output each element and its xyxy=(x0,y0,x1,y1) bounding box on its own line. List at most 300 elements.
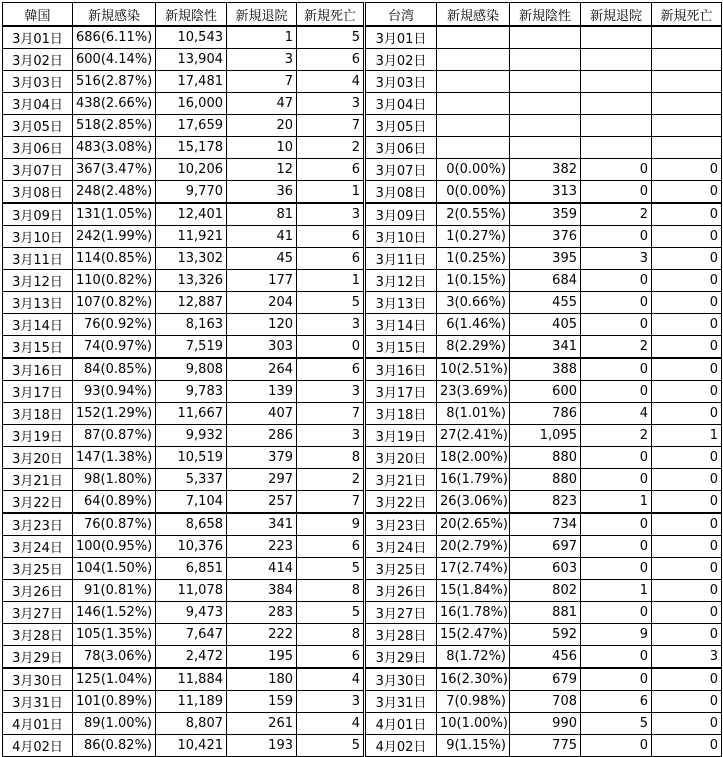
korea-cases-cell: 242(1.99%) xyxy=(73,226,156,248)
header-taiwan-negative: 新規陰性 xyxy=(510,3,581,27)
taiwan-deaths-cell: 0 xyxy=(652,447,722,469)
taiwan-negative-cell xyxy=(510,49,581,71)
table-body xyxy=(3,26,722,757)
korea-deaths-cell: 3 xyxy=(297,381,365,403)
korea-deaths-cell: 3 xyxy=(297,203,365,226)
korea-deaths-cell: 2 xyxy=(297,469,365,491)
korea-cases-cell: 98(1.80%) xyxy=(73,469,156,491)
taiwan-recovered-cell: 1 xyxy=(581,580,652,602)
taiwan-recovered-cell: 0 xyxy=(581,292,652,314)
taiwan-recovered-cell: 0 xyxy=(581,226,652,248)
header-taiwan-deaths: 新規死亡 xyxy=(652,3,722,27)
korea-deaths-cell: 8 xyxy=(297,447,365,469)
taiwan-negative-cell: 388 xyxy=(510,358,581,381)
taiwan-negative-cell xyxy=(510,93,581,115)
taiwan-deaths-cell: 0 xyxy=(652,624,722,646)
korea-cases-cell: 93(0.94%) xyxy=(73,381,156,403)
taiwan-date-cell: 3月23日 xyxy=(365,513,437,536)
korea-negative-cell: 11,667 xyxy=(156,403,227,425)
taiwan-deaths-cell: 0 xyxy=(652,403,722,425)
taiwan-cases-cell: 16(2.30%) xyxy=(437,668,510,691)
taiwan-cases-cell: 27(2.41%) xyxy=(437,425,510,447)
taiwan-negative-cell: 990 xyxy=(510,713,581,735)
taiwan-cases-cell: 20(2.79%) xyxy=(437,536,510,558)
taiwan-negative-cell: 880 xyxy=(510,447,581,469)
korea-date-cell: 3月01日 xyxy=(3,26,73,49)
korea-deaths-cell: 2 xyxy=(297,137,365,159)
taiwan-negative-cell xyxy=(510,137,581,159)
korea-deaths-cell: 6 xyxy=(297,49,365,71)
korea-recovered-cell: 379 xyxy=(227,447,297,469)
korea-date-cell: 3月29日 xyxy=(3,646,73,669)
table-row xyxy=(3,181,722,204)
taiwan-cases-cell: 15(1.84%) xyxy=(437,580,510,602)
korea-recovered-cell: 204 xyxy=(227,292,297,314)
korea-recovered-cell: 41 xyxy=(227,226,297,248)
korea-cases-cell: 147(1.38%) xyxy=(73,447,156,469)
korea-date-cell: 3月25日 xyxy=(3,558,73,580)
korea-date-cell: 3月07日 xyxy=(3,159,73,181)
korea-deaths-cell: 4 xyxy=(297,668,365,691)
korea-cases-cell: 248(2.48%) xyxy=(73,181,156,204)
korea-negative-cell: 15,178 xyxy=(156,137,227,159)
taiwan-recovered-cell: 0 xyxy=(581,668,652,691)
table-row xyxy=(3,691,722,713)
taiwan-negative-cell: 376 xyxy=(510,226,581,248)
korea-date-cell: 3月08日 xyxy=(3,181,73,204)
korea-negative-cell: 11,078 xyxy=(156,580,227,602)
korea-negative-cell: 9,783 xyxy=(156,381,227,403)
taiwan-recovered-cell: 0 xyxy=(581,646,652,669)
table-row xyxy=(3,425,722,447)
taiwan-recovered-cell: 0 xyxy=(581,602,652,624)
korea-date-cell: 3月16日 xyxy=(3,358,73,381)
korea-date-cell: 3月11日 xyxy=(3,248,73,270)
korea-cases-cell: 600(4.14%) xyxy=(73,49,156,71)
korea-cases-cell: 516(2.87%) xyxy=(73,71,156,93)
korea-recovered-cell: 303 xyxy=(227,336,297,359)
table-row xyxy=(3,292,722,314)
korea-deaths-cell: 6 xyxy=(297,358,365,381)
korea-cases-cell: 483(3.08%) xyxy=(73,137,156,159)
header-taiwan-cases: 新規感染 xyxy=(437,3,510,27)
taiwan-negative-cell: 405 xyxy=(510,314,581,336)
table-row xyxy=(3,381,722,403)
table-row xyxy=(3,137,722,159)
korea-cases-cell: 89(1.00%) xyxy=(73,713,156,735)
korea-cases-cell: 87(0.87%) xyxy=(73,425,156,447)
korea-negative-cell: 8,807 xyxy=(156,713,227,735)
korea-deaths-cell: 6 xyxy=(297,226,365,248)
korea-date-cell: 3月04日 xyxy=(3,93,73,115)
korea-cases-cell: 64(0.89%) xyxy=(73,491,156,514)
korea-date-cell: 3月31日 xyxy=(3,691,73,713)
korea-negative-cell: 9,932 xyxy=(156,425,227,447)
taiwan-deaths-cell xyxy=(652,115,722,137)
taiwan-date-cell: 3月04日 xyxy=(365,93,437,115)
korea-cases-cell: 131(1.05%) xyxy=(73,203,156,226)
korea-cases-cell: 367(3.47%) xyxy=(73,159,156,181)
korea-deaths-cell: 6 xyxy=(297,646,365,669)
korea-deaths-cell: 6 xyxy=(297,248,365,270)
table-row xyxy=(3,580,722,602)
korea-negative-cell: 11,884 xyxy=(156,668,227,691)
korea-recovered-cell: 222 xyxy=(227,624,297,646)
korea-cases-cell: 74(0.97%) xyxy=(73,336,156,359)
korea-recovered-cell: 47 xyxy=(227,93,297,115)
taiwan-cases-cell: 7(0.98%) xyxy=(437,691,510,713)
korea-negative-cell: 10,543 xyxy=(156,26,227,49)
korea-cases-cell: 107(0.82%) xyxy=(73,292,156,314)
korea-deaths-cell: 3 xyxy=(297,425,365,447)
taiwan-recovered-cell: 0 xyxy=(581,358,652,381)
taiwan-recovered-cell: 0 xyxy=(581,181,652,204)
korea-deaths-cell: 5 xyxy=(297,558,365,580)
taiwan-negative-cell xyxy=(510,115,581,137)
korea-negative-cell: 7,519 xyxy=(156,336,227,359)
table-row xyxy=(3,115,722,137)
table-row xyxy=(3,646,722,669)
korea-negative-cell: 2,472 xyxy=(156,646,227,669)
taiwan-negative-cell: 600 xyxy=(510,381,581,403)
korea-date-cell: 3月20日 xyxy=(3,447,73,469)
taiwan-date-cell: 3月03日 xyxy=(365,71,437,93)
korea-negative-cell: 9,808 xyxy=(156,358,227,381)
taiwan-deaths-cell: 0 xyxy=(652,270,722,292)
korea-date-cell: 3月24日 xyxy=(3,536,73,558)
taiwan-date-cell: 3月28日 xyxy=(365,624,437,646)
taiwan-recovered-cell xyxy=(581,26,652,49)
korea-negative-cell: 17,659 xyxy=(156,115,227,137)
taiwan-cases-cell: 3(0.66%) xyxy=(437,292,510,314)
taiwan-recovered-cell: 2 xyxy=(581,336,652,359)
table-row xyxy=(3,668,722,691)
header-row xyxy=(3,3,722,27)
korea-cases-cell: 104(1.50%) xyxy=(73,558,156,580)
taiwan-date-cell: 3月13日 xyxy=(365,292,437,314)
taiwan-recovered-cell: 0 xyxy=(581,469,652,491)
taiwan-cases-cell: 17(2.74%) xyxy=(437,558,510,580)
taiwan-deaths-cell: 0 xyxy=(652,713,722,735)
taiwan-date-cell: 3月16日 xyxy=(365,358,437,381)
taiwan-date-cell: 3月21日 xyxy=(365,469,437,491)
taiwan-recovered-cell: 0 xyxy=(581,735,652,757)
korea-deaths-cell: 1 xyxy=(297,181,365,204)
taiwan-date-cell: 3月27日 xyxy=(365,602,437,624)
korea-deaths-cell: 7 xyxy=(297,115,365,137)
data-sheet xyxy=(2,2,721,753)
korea-cases-cell: 100(0.95%) xyxy=(73,536,156,558)
korea-recovered-cell: 414 xyxy=(227,558,297,580)
taiwan-negative-cell: 880 xyxy=(510,469,581,491)
korea-recovered-cell: 384 xyxy=(227,580,297,602)
korea-negative-cell: 5,337 xyxy=(156,469,227,491)
taiwan-deaths-cell: 0 xyxy=(652,536,722,558)
table-row xyxy=(3,203,722,226)
taiwan-negative-cell: 775 xyxy=(510,735,581,757)
korea-recovered-cell: 257 xyxy=(227,491,297,514)
table-row xyxy=(3,336,722,359)
korea-deaths-cell: 6 xyxy=(297,536,365,558)
header-taiwan-recovered: 新規退院 xyxy=(581,3,652,27)
korea-negative-cell: 11,189 xyxy=(156,691,227,713)
taiwan-cases-cell: 18(2.00%) xyxy=(437,447,510,469)
korea-date-cell: 3月10日 xyxy=(3,226,73,248)
taiwan-cases-cell: 8(1.72%) xyxy=(437,646,510,669)
taiwan-date-cell: 3月19日 xyxy=(365,425,437,447)
korea-deaths-cell: 1 xyxy=(297,270,365,292)
taiwan-deaths-cell: 0 xyxy=(652,314,722,336)
korea-recovered-cell: 159 xyxy=(227,691,297,713)
taiwan-negative-cell xyxy=(510,26,581,49)
taiwan-date-cell: 3月20日 xyxy=(365,447,437,469)
table-row xyxy=(3,602,722,624)
korea-negative-cell: 16,000 xyxy=(156,93,227,115)
taiwan-negative-cell: 313 xyxy=(510,181,581,204)
taiwan-date-cell: 3月15日 xyxy=(365,336,437,359)
korea-date-cell: 3月26日 xyxy=(3,580,73,602)
korea-negative-cell: 11,921 xyxy=(156,226,227,248)
korea-cases-cell: 76(0.92%) xyxy=(73,314,156,336)
korea-cases-cell: 86(0.82%) xyxy=(73,735,156,757)
korea-date-cell: 3月17日 xyxy=(3,381,73,403)
table-row xyxy=(3,49,722,71)
taiwan-cases-cell: 2(0.55%) xyxy=(437,203,510,226)
korea-negative-cell: 13,302 xyxy=(156,248,227,270)
korea-recovered-cell: 264 xyxy=(227,358,297,381)
taiwan-cases-cell: 6(1.46%) xyxy=(437,314,510,336)
header-korea-recovered: 新規退院 xyxy=(227,3,297,27)
korea-date-cell: 3月09日 xyxy=(3,203,73,226)
korea-recovered-cell: 3 xyxy=(227,49,297,71)
taiwan-deaths-cell: 0 xyxy=(652,602,722,624)
korea-date-cell: 3月22日 xyxy=(3,491,73,514)
taiwan-cases-cell: 1(0.25%) xyxy=(437,248,510,270)
korea-deaths-cell: 8 xyxy=(297,580,365,602)
korea-negative-cell: 6,851 xyxy=(156,558,227,580)
header-korea: 韓国 xyxy=(3,3,73,27)
korea-negative-cell: 9,473 xyxy=(156,602,227,624)
korea-date-cell: 3月21日 xyxy=(3,469,73,491)
taiwan-deaths-cell: 0 xyxy=(652,336,722,359)
korea-negative-cell: 8,163 xyxy=(156,314,227,336)
taiwan-negative-cell: 603 xyxy=(510,558,581,580)
korea-deaths-cell: 9 xyxy=(297,513,365,536)
korea-recovered-cell: 195 xyxy=(227,646,297,669)
korea-recovered-cell: 297 xyxy=(227,469,297,491)
korea-deaths-cell: 5 xyxy=(297,735,365,757)
korea-negative-cell: 10,519 xyxy=(156,447,227,469)
taiwan-cases-cell: 10(1.00%) xyxy=(437,713,510,735)
korea-deaths-cell: 4 xyxy=(297,713,365,735)
taiwan-recovered-cell: 5 xyxy=(581,713,652,735)
korea-recovered-cell: 193 xyxy=(227,735,297,757)
taiwan-recovered-cell: 2 xyxy=(581,425,652,447)
taiwan-date-cell: 4月02日 xyxy=(365,735,437,757)
taiwan-negative-cell: 697 xyxy=(510,536,581,558)
table-row xyxy=(3,558,722,580)
taiwan-deaths-cell: 3 xyxy=(652,646,722,669)
taiwan-recovered-cell: 0 xyxy=(581,513,652,536)
taiwan-cases-cell xyxy=(437,115,510,137)
korea-negative-cell: 10,421 xyxy=(156,735,227,757)
taiwan-deaths-cell: 0 xyxy=(652,292,722,314)
korea-cases-cell: 114(0.85%) xyxy=(73,248,156,270)
korea-date-cell: 3月19日 xyxy=(3,425,73,447)
korea-negative-cell: 12,887 xyxy=(156,292,227,314)
korea-negative-cell: 8,658 xyxy=(156,513,227,536)
korea-deaths-cell: 5 xyxy=(297,26,365,49)
korea-cases-cell: 105(1.35%) xyxy=(73,624,156,646)
korea-deaths-cell: 7 xyxy=(297,491,365,514)
taiwan-deaths-cell: 0 xyxy=(652,668,722,691)
taiwan-negative-cell: 881 xyxy=(510,602,581,624)
table-row xyxy=(3,403,722,425)
taiwan-recovered-cell: 3 xyxy=(581,248,652,270)
table-row xyxy=(3,93,722,115)
korea-date-cell: 3月03日 xyxy=(3,71,73,93)
korea-date-cell: 4月01日 xyxy=(3,713,73,735)
taiwan-date-cell: 3月07日 xyxy=(365,159,437,181)
korea-recovered-cell: 407 xyxy=(227,403,297,425)
taiwan-recovered-cell: 1 xyxy=(581,491,652,514)
korea-recovered-cell: 45 xyxy=(227,248,297,270)
table-row xyxy=(3,513,722,536)
taiwan-recovered-cell: 0 xyxy=(581,314,652,336)
korea-date-cell: 3月02日 xyxy=(3,49,73,71)
taiwan-date-cell: 3月14日 xyxy=(365,314,437,336)
taiwan-cases-cell xyxy=(437,26,510,49)
korea-negative-cell: 7,647 xyxy=(156,624,227,646)
taiwan-recovered-cell xyxy=(581,49,652,71)
taiwan-cases-cell: 15(2.47%) xyxy=(437,624,510,646)
korea-negative-cell: 7,104 xyxy=(156,491,227,514)
taiwan-negative-cell: 802 xyxy=(510,580,581,602)
taiwan-negative-cell: 592 xyxy=(510,624,581,646)
taiwan-deaths-cell xyxy=(652,26,722,49)
table-row xyxy=(3,248,722,270)
taiwan-deaths-cell xyxy=(652,93,722,115)
korea-negative-cell: 17,481 xyxy=(156,71,227,93)
korea-deaths-cell: 3 xyxy=(297,314,365,336)
taiwan-recovered-cell: 0 xyxy=(581,381,652,403)
table-row xyxy=(3,536,722,558)
korea-negative-cell: 12,401 xyxy=(156,203,227,226)
korea-recovered-cell: 12 xyxy=(227,159,297,181)
taiwan-date-cell: 3月31日 xyxy=(365,691,437,713)
taiwan-negative-cell: 341 xyxy=(510,336,581,359)
korea-cases-cell: 110(0.82%) xyxy=(73,270,156,292)
taiwan-deaths-cell: 0 xyxy=(652,358,722,381)
taiwan-cases-cell: 8(1.01%) xyxy=(437,403,510,425)
header-korea-negative: 新規陰性 xyxy=(156,3,227,27)
korea-cases-cell: 84(0.85%) xyxy=(73,358,156,381)
taiwan-date-cell: 3月12日 xyxy=(365,270,437,292)
table-row xyxy=(3,26,722,49)
korea-deaths-cell: 6 xyxy=(297,159,365,181)
taiwan-negative-cell: 395 xyxy=(510,248,581,270)
korea-date-cell: 3月14日 xyxy=(3,314,73,336)
taiwan-deaths-cell: 0 xyxy=(652,513,722,536)
taiwan-negative-cell: 382 xyxy=(510,159,581,181)
korea-date-cell: 3月05日 xyxy=(3,115,73,137)
taiwan-date-cell: 3月05日 xyxy=(365,115,437,137)
table-row xyxy=(3,624,722,646)
taiwan-cases-cell: 1(0.27%) xyxy=(437,226,510,248)
taiwan-cases-cell: 9(1.15%) xyxy=(437,735,510,757)
table-row xyxy=(3,270,722,292)
taiwan-date-cell: 3月01日 xyxy=(365,26,437,49)
taiwan-date-cell: 3月10日 xyxy=(365,226,437,248)
korea-cases-cell: 91(0.81%) xyxy=(73,580,156,602)
taiwan-recovered-cell xyxy=(581,93,652,115)
taiwan-recovered-cell xyxy=(581,115,652,137)
taiwan-date-cell: 3月02日 xyxy=(365,49,437,71)
taiwan-deaths-cell: 0 xyxy=(652,491,722,514)
taiwan-negative-cell xyxy=(510,71,581,93)
korea-cases-cell: 125(1.04%) xyxy=(73,668,156,691)
table-row xyxy=(3,469,722,491)
table-row xyxy=(3,358,722,381)
korea-date-cell: 3月13日 xyxy=(3,292,73,314)
korea-negative-cell: 13,904 xyxy=(156,49,227,71)
taiwan-deaths-cell: 0 xyxy=(652,735,722,757)
taiwan-cases-cell: 23(3.69%) xyxy=(437,381,510,403)
taiwan-cases-cell: 16(1.79%) xyxy=(437,469,510,491)
korea-recovered-cell: 120 xyxy=(227,314,297,336)
taiwan-date-cell: 3月26日 xyxy=(365,580,437,602)
korea-date-cell: 3月15日 xyxy=(3,336,73,359)
korea-cases-cell: 518(2.85%) xyxy=(73,115,156,137)
taiwan-recovered-cell: 0 xyxy=(581,159,652,181)
korea-deaths-cell: 5 xyxy=(297,292,365,314)
taiwan-cases-cell: 0(0.00%) xyxy=(437,159,510,181)
taiwan-deaths-cell: 0 xyxy=(652,226,722,248)
taiwan-recovered-cell: 4 xyxy=(581,403,652,425)
taiwan-deaths-cell: 0 xyxy=(652,181,722,204)
korea-negative-cell: 10,376 xyxy=(156,536,227,558)
table-row xyxy=(3,226,722,248)
taiwan-deaths-cell xyxy=(652,71,722,93)
korea-cases-cell: 76(0.87%) xyxy=(73,513,156,536)
taiwan-date-cell: 3月22日 xyxy=(365,491,437,514)
taiwan-recovered-cell xyxy=(581,71,652,93)
taiwan-negative-cell: 684 xyxy=(510,270,581,292)
korea-date-cell: 3月27日 xyxy=(3,602,73,624)
korea-recovered-cell: 286 xyxy=(227,425,297,447)
taiwan-deaths-cell: 0 xyxy=(652,381,722,403)
taiwan-deaths-cell: 0 xyxy=(652,580,722,602)
taiwan-date-cell: 3月24日 xyxy=(365,536,437,558)
korea-date-cell: 3月23日 xyxy=(3,513,73,536)
taiwan-recovered-cell: 0 xyxy=(581,536,652,558)
korea-date-cell: 3月28日 xyxy=(3,624,73,646)
table-row xyxy=(3,71,722,93)
korea-negative-cell: 10,206 xyxy=(156,159,227,181)
table-row xyxy=(3,159,722,181)
taiwan-date-cell: 4月01日 xyxy=(365,713,437,735)
taiwan-deaths-cell xyxy=(652,137,722,159)
taiwan-date-cell: 3月11日 xyxy=(365,248,437,270)
korea-recovered-cell: 81 xyxy=(227,203,297,226)
taiwan-deaths-cell xyxy=(652,49,722,71)
korea-date-cell: 3月06日 xyxy=(3,137,73,159)
taiwan-cases-cell xyxy=(437,49,510,71)
korea-recovered-cell: 139 xyxy=(227,381,297,403)
korea-cases-cell: 438(2.66%) xyxy=(73,93,156,115)
taiwan-recovered-cell: 9 xyxy=(581,624,652,646)
taiwan-deaths-cell: 0 xyxy=(652,691,722,713)
